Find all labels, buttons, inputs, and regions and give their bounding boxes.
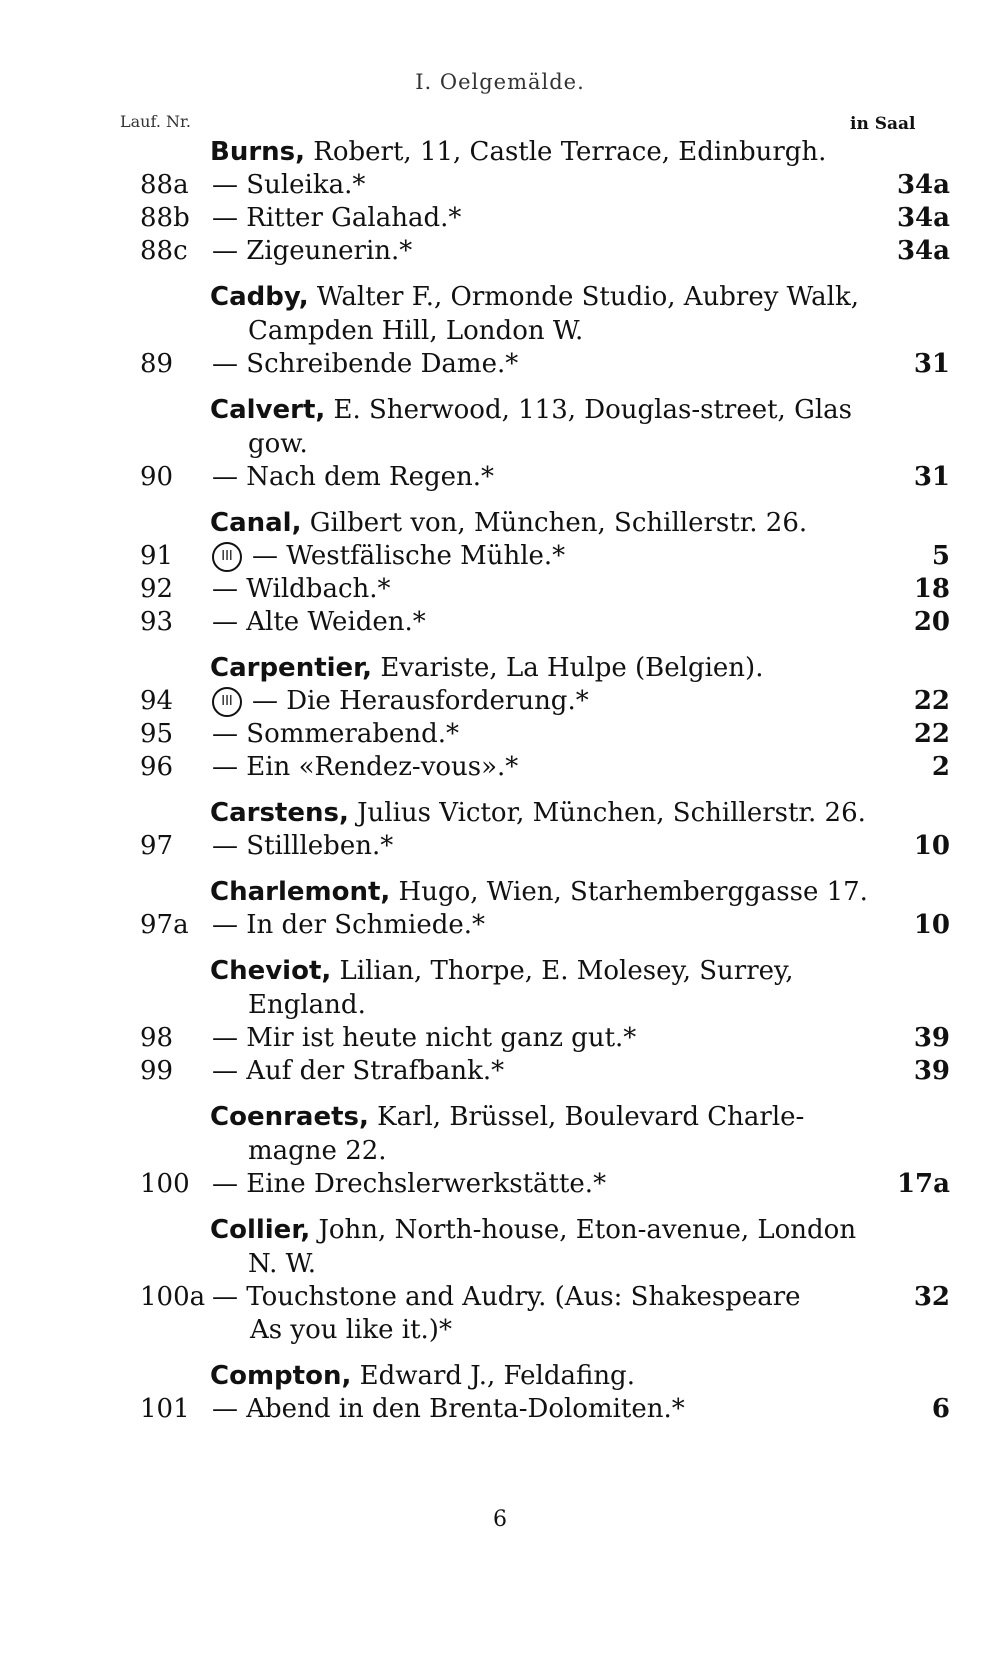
work-row — [0, 1281, 1000, 1347]
work-row — [0, 1022, 1000, 1055]
column-header-room: in Saal — [850, 114, 916, 134]
artist-name: Collier, — [210, 1215, 311, 1245]
artist-details: Robert, 11, Castle Terrace, Edinburgh. — [313, 137, 827, 167]
artist-name: Compton, — [210, 1361, 352, 1391]
work-number: 90 — [140, 462, 174, 492]
work-row — [0, 461, 1000, 494]
room-number: 22 — [913, 686, 950, 716]
room-number: 18 — [913, 574, 950, 604]
work-title-line — [212, 718, 910, 751]
work-title: — Die Herausforderung.* — [252, 686, 589, 716]
artist-entry — [0, 135, 1000, 169]
artist-details-continued: England. — [248, 990, 366, 1020]
artist-details: Karl, Brüssel, Boulevard Charle- — [377, 1102, 805, 1132]
artist-details: Evariste, La Hulpe (Belgien). — [380, 653, 764, 683]
artist-name: Canal, — [210, 508, 302, 538]
artist-entry — [0, 1359, 1000, 1393]
work-number: 97a — [140, 910, 189, 940]
work-title-line — [212, 169, 910, 202]
artist-entry — [0, 506, 1000, 540]
artist-entry — [0, 280, 1000, 348]
work-title-line — [212, 685, 910, 718]
room-number: 6 — [931, 1394, 950, 1424]
work-title: — Stillleben.* — [212, 831, 394, 861]
artist-entry — [0, 954, 1000, 1022]
artist-entry — [0, 651, 1000, 685]
artist-details: Edward J., Feldafing. — [359, 1361, 635, 1391]
artist-details: Gilbert von, München, Schillerstr. 26. — [309, 508, 808, 538]
artist-name: Cadby, — [210, 282, 309, 312]
artist-details: Hugo, Wien, Starhemberggasse 17. — [398, 877, 868, 907]
work-row — [0, 830, 1000, 863]
room-number: 22 — [913, 719, 950, 749]
artist-details-continued: magne 22. — [248, 1136, 387, 1166]
work-row — [0, 1393, 1000, 1426]
artist-name: Calvert, — [210, 395, 326, 425]
work-title-line — [212, 348, 910, 381]
artist-name: Carstens, — [210, 798, 349, 828]
artist-details-continued: Campden Hill, London W. — [248, 316, 584, 346]
room-number: 5 — [931, 541, 950, 571]
artist-name: Burns, — [210, 137, 306, 167]
work-title-line — [212, 1393, 910, 1426]
work-title: — Alte Weiden.* — [212, 607, 426, 637]
artist-details: Lilian, Thorpe, E. Molesey, Surrey, — [339, 956, 794, 986]
work-number: 92 — [140, 574, 174, 604]
section-title: I. Oelgemälde. — [415, 70, 585, 94]
artist-name: Carpentier, — [210, 653, 373, 683]
room-number: 20 — [913, 607, 950, 637]
work-row — [0, 202, 1000, 235]
column-header-number: Lauf. Nr. — [120, 112, 191, 131]
room-number: 31 — [913, 462, 950, 492]
work-number: 88c — [140, 236, 188, 266]
work-title-line — [212, 751, 910, 784]
room-number: 2 — [931, 752, 950, 782]
work-title-line — [212, 909, 910, 942]
work-title: — In der Schmiede.* — [212, 910, 486, 940]
work-title-line — [212, 235, 910, 268]
room-number: 34a — [896, 170, 950, 200]
work-title: — Schreibende Dame.* — [212, 349, 519, 379]
work-number: 88b — [140, 203, 190, 233]
work-number: 95 — [140, 719, 174, 749]
work-number: 97 — [140, 831, 174, 861]
work-title: — Ritter Galahad.* — [212, 203, 462, 233]
room-number: 31 — [913, 349, 950, 379]
work-number: 88a — [140, 170, 189, 200]
work-title-line — [212, 1281, 910, 1314]
artist-details: Walter F., Ormonde Studio, Aubrey Walk, — [316, 282, 859, 312]
work-title: — Suleika.* — [212, 170, 366, 200]
work-number: 101 — [140, 1394, 190, 1424]
room-number: 10 — [913, 831, 950, 861]
room-number: 32 — [913, 1282, 950, 1312]
work-number: 98 — [140, 1023, 174, 1053]
work-row — [0, 348, 1000, 381]
work-row — [0, 718, 1000, 751]
work-row — [0, 169, 1000, 202]
medal-badge-icon: III — [212, 542, 242, 572]
work-number: 91 — [140, 541, 174, 571]
artist-name: Coenraets, — [210, 1102, 369, 1132]
work-title: — Touchstone and Audry. (Aus: Shakespeare — [212, 1282, 801, 1312]
artist-details: E. Sherwood, 113, Douglas-street, Glas — [333, 395, 853, 425]
work-number: 93 — [140, 607, 174, 637]
work-row — [0, 685, 1000, 718]
medal-badge-icon: III — [212, 687, 242, 717]
work-number: 96 — [140, 752, 174, 782]
work-row — [0, 909, 1000, 942]
work-row — [0, 1168, 1000, 1201]
work-row — [0, 1055, 1000, 1088]
work-title: — Wildbach.* — [212, 574, 391, 604]
work-number: 100a — [140, 1282, 206, 1312]
work-number: 89 — [140, 349, 174, 379]
work-row — [0, 235, 1000, 268]
work-title-line — [212, 606, 910, 639]
work-title-line — [212, 202, 910, 235]
work-title: — Sommerabend.* — [212, 719, 460, 749]
artist-entry — [0, 393, 1000, 461]
work-title-line — [212, 540, 910, 573]
work-title: — Nach dem Regen.* — [212, 462, 495, 492]
artist-details-continued: N. W. — [248, 1249, 317, 1279]
work-row — [0, 606, 1000, 639]
work-title-line — [212, 1168, 910, 1201]
work-title-line — [212, 1022, 910, 1055]
work-title-line — [212, 573, 910, 606]
artist-entry — [0, 1100, 1000, 1168]
work-title: — Zigeunerin.* — [212, 236, 413, 266]
room-number: 34a — [896, 236, 950, 266]
work-row — [0, 751, 1000, 784]
room-number: 34a — [896, 203, 950, 233]
catalog-entries — [0, 135, 1000, 1426]
room-number: 17a — [896, 1169, 950, 1199]
work-title-line — [212, 461, 910, 494]
work-title: — Abend in den Brenta-Dolomiten.* — [212, 1394, 685, 1424]
work-title: — Auf der Strafbank.* — [212, 1056, 505, 1086]
artist-name: Cheviot, — [210, 956, 332, 986]
room-number: 39 — [913, 1056, 950, 1086]
room-number: 39 — [913, 1023, 950, 1053]
work-title: — Eine Drechslerwerkstätte.* — [212, 1169, 607, 1199]
work-title-continued: As you like it.)* — [250, 1315, 452, 1345]
page-number: 6 — [493, 1507, 507, 1532]
work-title: — Mir ist heute nicht ganz gut.* — [212, 1023, 637, 1053]
work-number: 94 — [140, 686, 174, 716]
work-title-line — [212, 1055, 910, 1088]
artist-details-continued: gow. — [248, 429, 308, 459]
work-row — [0, 573, 1000, 606]
work-row — [0, 540, 1000, 573]
work-title: — Ein «Rendez-vous».* — [212, 752, 519, 782]
work-number: 100 — [140, 1169, 190, 1199]
work-title: — Westfälische Mühle.* — [252, 541, 566, 571]
room-number: 10 — [913, 910, 950, 940]
artist-entry — [0, 875, 1000, 909]
work-number: 99 — [140, 1056, 174, 1086]
work-title-line — [212, 830, 910, 863]
artist-entry — [0, 1213, 1000, 1281]
artist-entry — [0, 796, 1000, 830]
artist-details: John, North-house, Eton-avenue, London — [318, 1215, 857, 1245]
artist-name: Charlemont, — [210, 877, 391, 907]
artist-details: Julius Victor, München, Schillerstr. 26. — [357, 798, 866, 828]
